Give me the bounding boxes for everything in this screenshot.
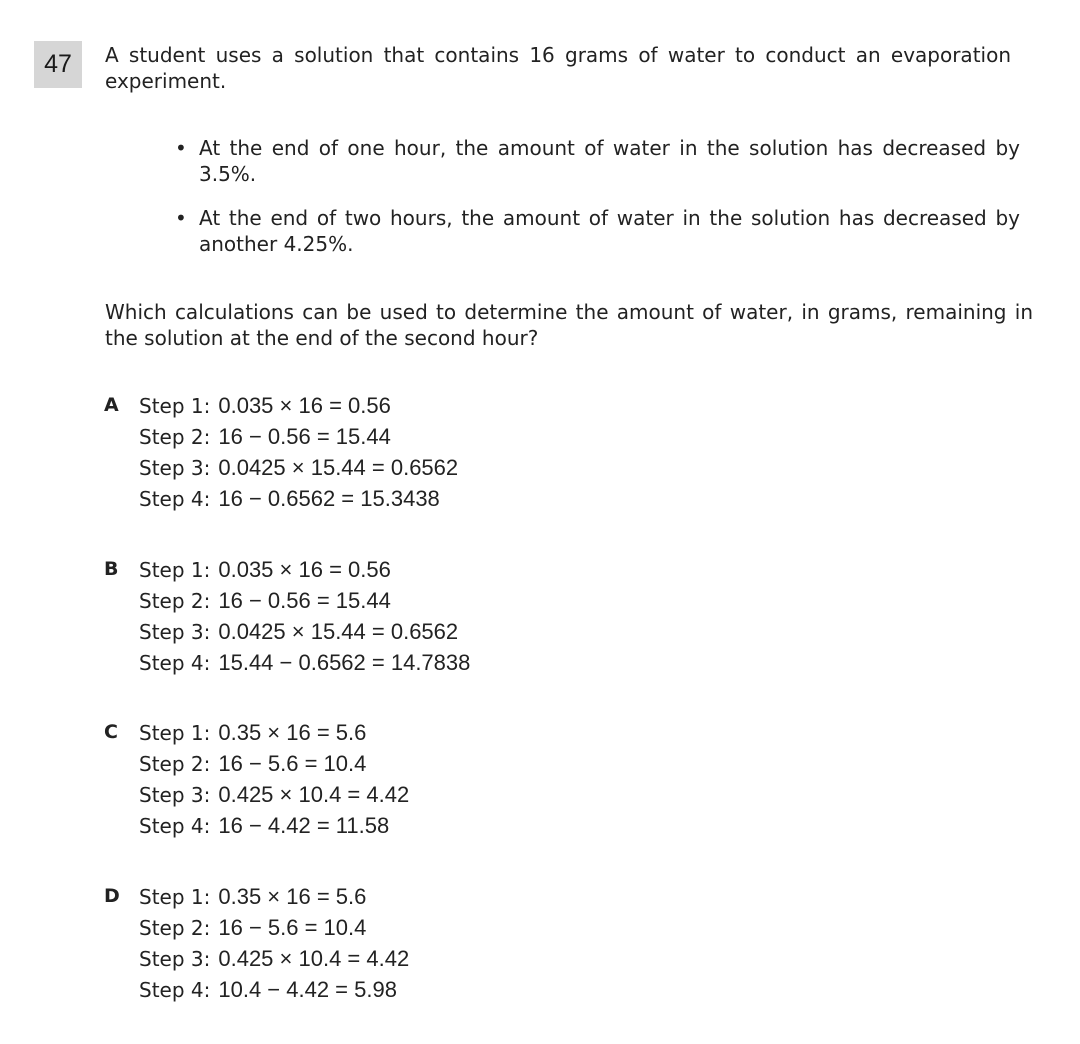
step-expression: 16 − 0.6562 = 15.3438: [218, 486, 440, 511]
step-label: Step 1:: [139, 394, 211, 418]
step-list: [139, 717, 409, 841]
step-label: Step 2:: [139, 588, 211, 613]
step-line: [139, 717, 409, 748]
step-expression: 0.0425 × 15.44 = 0.6562: [218, 455, 459, 480]
step-label: Step 1:: [139, 721, 211, 745]
step-list: [139, 390, 458, 514]
condition-item: [175, 135, 1020, 187]
step-line: [139, 554, 470, 585]
condition-item: [175, 205, 1020, 257]
step-label: Step 4:: [139, 814, 211, 838]
answer-option-c[interactable]: [104, 717, 804, 841]
option-letter: B: [104, 557, 119, 580]
step-list: [139, 881, 409, 1005]
option-letter: C: [104, 721, 118, 743]
step-line: [139, 483, 458, 514]
step-label: Step 4:: [139, 977, 211, 1002]
step-line: [139, 943, 409, 974]
question-number-badge: [34, 41, 82, 88]
step-line: [139, 748, 409, 779]
answer-option-d[interactable]: [104, 881, 804, 1005]
step-label: Step 2:: [139, 752, 211, 776]
step-expression: 10.4 − 4.42 = 5.98: [218, 976, 397, 1002]
step-label: Step 3:: [139, 946, 211, 971]
question-number: 47: [44, 50, 72, 78]
step-line: [139, 616, 470, 647]
step-expression: 0.035 × 16 = 0.56: [218, 556, 391, 582]
step-label: Step 3:: [139, 619, 211, 644]
step-label: Step 4:: [139, 650, 211, 675]
step-line: [139, 585, 470, 616]
step-list: [139, 554, 470, 678]
step-line: [139, 912, 409, 943]
bullet-icon: •: [175, 206, 187, 230]
step-label: Step 3:: [139, 783, 211, 807]
step-expression: 0.35 × 16 = 5.6: [218, 883, 367, 909]
step-line: [139, 390, 458, 421]
question-prompt: Which calculations can be used to determine the amount of water, in grams, remaining in the solution at the end of the second hour?: [105, 300, 1033, 350]
step-label: Step 2:: [139, 915, 211, 940]
step-expression: 16 − 4.42 = 11.58: [218, 813, 390, 838]
step-label: Step 1:: [139, 557, 211, 582]
step-line: [139, 974, 409, 1005]
answer-option-a[interactable]: [104, 390, 804, 514]
condition-text: At the end of one hour, the amount of water in the solution has decreased by 3.5%.: [199, 136, 1020, 186]
step-expression: 0.0425 × 15.44 = 0.6562: [218, 618, 459, 644]
step-line: [139, 421, 458, 452]
step-line: [139, 647, 470, 678]
condition-list: [175, 135, 1020, 275]
condition-text: At the end of two hours, the amount of water in the solution has decreased by another 4.25%.: [199, 206, 1020, 256]
step-label: Step 4:: [139, 487, 211, 511]
step-expression: 15.44 − 0.6562 = 14.7838: [218, 649, 471, 675]
question-stem: A student uses a solution that contains 16 grams of water to conduct an evaporation experiment.: [105, 43, 1011, 93]
step-label: Step 1:: [139, 884, 211, 909]
bullet-icon: •: [175, 136, 187, 160]
step-expression: 16 − 5.6 = 10.4: [218, 751, 367, 776]
step-line: [139, 452, 458, 483]
step-label: Step 2:: [139, 425, 211, 449]
option-letter: A: [104, 394, 119, 416]
step-expression: 16 − 0.56 = 15.44: [218, 424, 391, 449]
step-expression: 0.425 × 10.4 = 4.42: [218, 945, 410, 971]
step-label: Step 3:: [139, 456, 211, 480]
step-expression: 16 − 0.56 = 15.44: [218, 587, 391, 613]
step-line: [139, 779, 409, 810]
step-line: [139, 810, 409, 841]
step-line: [139, 881, 409, 912]
step-expression: 16 − 5.6 = 10.4: [218, 914, 367, 940]
step-expression: 0.035 × 16 = 0.56: [218, 393, 391, 418]
step-expression: 0.35 × 16 = 5.6: [218, 720, 367, 745]
option-letter: D: [104, 884, 120, 907]
answer-options: [104, 390, 804, 1044]
step-expression: 0.425 × 10.4 = 4.42: [218, 782, 410, 807]
answer-option-b[interactable]: [104, 554, 804, 678]
